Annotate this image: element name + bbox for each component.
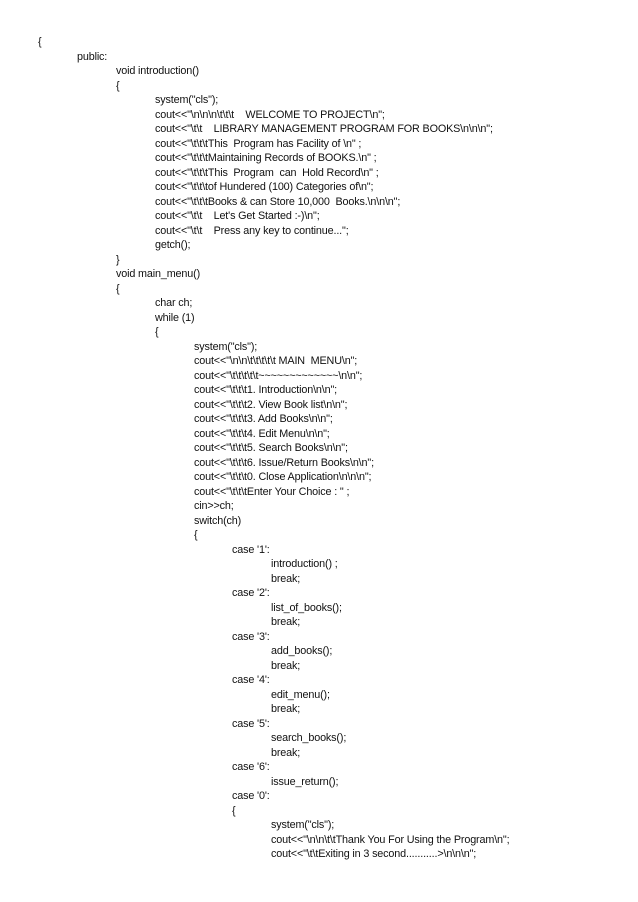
code-line: case '4': [232, 674, 270, 686]
code-line: cout<<"\t\t Press any key to continue..."; [155, 224, 349, 237]
code-line: cout<<"\t\t\tThis Program can Hold Record\n" ; [155, 166, 379, 179]
code-line: break; [271, 659, 301, 672]
code-line: cout<<"\t\t\tBooks & can Store 10,000 Books.\n\n\n"; [155, 195, 401, 208]
code-line: case '3': [232, 630, 270, 643]
code-line: search_books(); [271, 732, 347, 744]
code-line: cout<<"\n\n\t\tThank You For Using the Program\n"; [271, 833, 510, 846]
code-line: { [116, 79, 120, 92]
code-line: { [38, 36, 42, 48]
code-line: cout<<"\t\t\tof Hundered (100) Categories of\n"; [155, 181, 374, 193]
code-line: case '0': [232, 790, 270, 802]
code-line: { [155, 326, 159, 338]
code-line: cout<<"\t\t\t4. Edit Menu\n\n"; [194, 427, 330, 440]
code-line: break; [271, 746, 301, 759]
code-line: { [116, 282, 120, 295]
code-line: case '1': [232, 543, 270, 556]
code-line: public: [77, 50, 108, 63]
code-line: system("cls"); [155, 94, 219, 106]
code-line: cout<<"\t\t LIBRARY MANAGEMENT PROGRAM FOR BOOKS\n\n\n"; [155, 123, 493, 135]
code-line: char ch; [155, 297, 193, 309]
code-line: break; [271, 572, 301, 585]
code-line: cout<<"\n\n\n\t\t\t WELCOME TO PROJECT\n"; [155, 108, 385, 121]
code-line: case '6': [232, 761, 270, 773]
code-line: cout<<"\t\t Let's Get Started :-)\n"; [155, 210, 320, 222]
code-line: break; [271, 703, 301, 715]
code-listing [0, 35, 638, 862]
code-line: break; [271, 616, 301, 628]
code-line: getch(); [155, 239, 191, 251]
code-line: void introduction() [116, 65, 199, 77]
code-line: cin>>ch; [194, 500, 234, 512]
code-line: cout<<"\n\n\t\t\t\t\t MAIN MENU\n"; [194, 355, 358, 367]
code-line: issue_return(); [271, 775, 339, 788]
code-line: add_books(); [271, 645, 333, 657]
code-line: cout<<"\t\t\tMaintaining Records of BOOKS.\n" ; [155, 152, 377, 164]
code-line: list_of_books(); [271, 601, 342, 614]
code-line: introduction() ; [271, 558, 338, 570]
code-line: system("cls"); [194, 340, 258, 353]
code-line: void main_menu() [116, 268, 201, 280]
code-line: cout<<"\t\t\t5. Search Books\n\n"; [194, 442, 348, 454]
code-line: { [232, 804, 236, 817]
code-line: { [194, 529, 198, 541]
code-line: cout<<"\t\t\tThis Program has Facility of \n" ; [155, 137, 362, 150]
code-line: cout<<"\t\t\t2. View Book list\n\n"; [194, 398, 348, 411]
code-line: cout<<"\t\t\t6. Issue/Return Books\n\n"; [194, 456, 374, 469]
code-line: } [116, 253, 120, 266]
code-line: cout<<"\t\t\t\t\t~~~~~~~~~~~~~\n\n"; [194, 369, 363, 382]
code-line: switch(ch) [194, 514, 242, 527]
code-line: system("cls"); [271, 819, 335, 831]
code-line: cout<<"\t\t\t3. Add Books\n\n"; [194, 413, 333, 425]
code-line: while (1) [155, 311, 195, 324]
code-line: edit_menu(); [271, 688, 330, 701]
code-line: case '2': [232, 587, 270, 599]
code-line: cout<<"\t\t\t1. Introduction\n\n"; [194, 384, 338, 396]
code-line: cout<<"\t\tExiting in 3 second...........>\n\n\n"; [271, 848, 477, 860]
code-line: cout<<"\t\t\t0. Close Application\n\n\n"; [194, 471, 372, 483]
code-line: cout<<"\t\t\tEnter Your Choice : " ; [194, 485, 350, 498]
code-line: case '5': [232, 717, 270, 730]
